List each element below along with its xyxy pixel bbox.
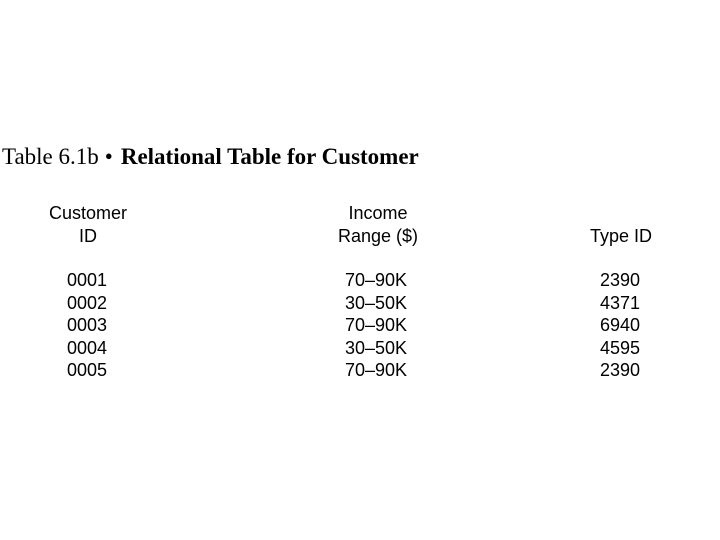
table-title: Relational Table for Customer [120, 144, 419, 169]
table-number: Table 6.1b [2, 144, 99, 169]
column-header-income-range: Income Range ($) [337, 203, 419, 246]
type-id-cell: 6940 [600, 315, 641, 335]
income-range-cell: 70–90K [345, 270, 408, 290]
customer-id-column [67, 269, 107, 382]
income-range-cell: 30–50K [345, 292, 408, 313]
customer-id-cell: 0002 [67, 292, 108, 313]
customer-id-cell: 0001 [67, 270, 108, 290]
customer-id-cell: 0004 [67, 337, 108, 358]
customer-id-cell: 0005 [67, 360, 108, 380]
income-range-column [345, 269, 407, 382]
column-header-type-id: Type ID [589, 226, 653, 246]
caption-bullet: • [104, 144, 113, 169]
type-id-column [600, 269, 640, 382]
income-range-cell: 70–90K [345, 315, 408, 335]
type-id-cell: 2390 [600, 360, 641, 380]
income-range-cell: 30–50K [345, 337, 408, 358]
type-id-cell: 4595 [600, 337, 641, 358]
column-header-customer-id: Customer ID [48, 203, 128, 246]
customer-id-cell: 0003 [67, 315, 108, 335]
table-caption [2, 143, 419, 171]
type-id-cell: 4371 [600, 292, 641, 313]
income-range-cell: 70–90K [345, 360, 408, 380]
type-id-cell: 2390 [600, 270, 641, 290]
